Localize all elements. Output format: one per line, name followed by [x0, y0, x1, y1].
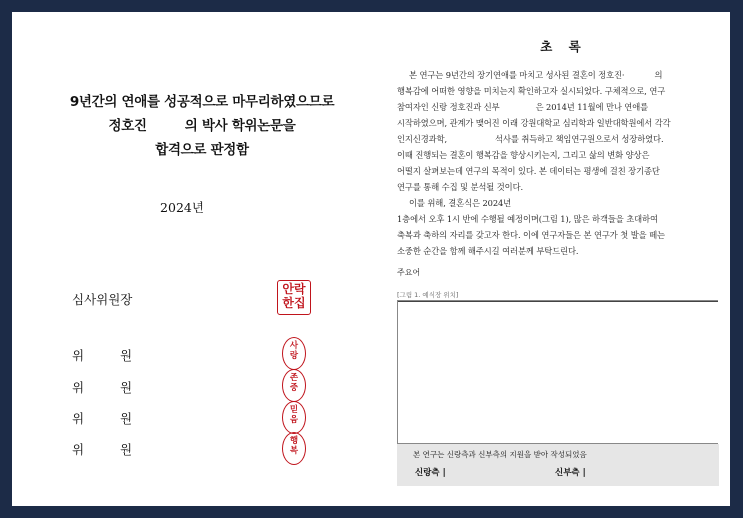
groom-side-label: 신랑측 |: [415, 468, 446, 478]
abstract-line: 행복감에 어떠한 영향을 미치는지 확인하고자 실시되었다. 구체적으로, 연구: [397, 86, 666, 96]
member-1-seal-line-1: 사: [289, 341, 299, 351]
keywords-label: 주요어: [397, 268, 421, 277]
abstract-line: 어떨지 살펴보는데 연구의 목적이 있다. 본 데이터는 평생에 걸친 장기종단: [397, 166, 660, 176]
abstract-text: 의: [654, 70, 663, 80]
venue-map-figure[interactable]: [397, 300, 718, 444]
abstract-line: 이때 진행되는 결혼이 행복감을 향상시키는지, 그리고 삶의 변화 양상은: [397, 150, 650, 160]
abstract-line: 축복과 축하의 자리를 갖고자 한다. 이에 연구자들은 본 연구가 첫 발을 떼는: [397, 230, 665, 240]
member-3-seal-line-2: 음: [289, 415, 299, 425]
invitation-page: [12, 12, 730, 506]
committee-member-2-label: [72, 378, 132, 396]
abstract-line: 이를 위해, 결혼식은 2024년: [409, 198, 512, 208]
abstract-line: 소중한 순간을 함께 해주시길 여러분께 부탁드린다.: [397, 246, 579, 256]
member-label-b: 원: [120, 442, 133, 457]
member-3-seal-line-1: 믿: [289, 405, 299, 415]
abstract-line: [397, 99, 719, 115]
abstract-text: 본 연구는 9년간의 장기연애를 마치고 성사된 결혼이 정호진·: [409, 70, 625, 80]
member-4-seal-line-1: 행: [289, 436, 299, 446]
abstract-text: 석사를 취득하고 책임연구원으로서 성장하였다.: [495, 134, 664, 144]
figure-top-rule: [398, 301, 718, 302]
member-1-seal: [282, 337, 306, 370]
abstract-text: 은 2014년 11월에 만나 연애를: [535, 102, 649, 112]
member-4-seal: [282, 432, 306, 465]
approval-line-2: [12, 114, 392, 134]
member-3-seal: [282, 401, 306, 434]
approval-line-1: 9년간의 연애를 성공적으로 마무리하였으므로: [69, 94, 335, 110]
member-label-b: 원: [120, 411, 133, 426]
member-label-a: 위: [72, 380, 85, 395]
approval-line-3: 합격으로 판정함: [155, 142, 249, 158]
abstract-title: 초 록: [540, 39, 587, 54]
member-4-seal-line-2: 복: [289, 446, 299, 456]
chair-seal-line-2: 한집: [282, 296, 306, 310]
member-label-a: 위: [72, 411, 85, 426]
chair-seal-line-1: 안락: [282, 282, 306, 296]
support-box: [397, 444, 719, 486]
figure-caption: [그림 1. 예식장 위치]: [397, 291, 459, 299]
committee-chair-label: 심사위원장: [72, 292, 133, 307]
committee-member-3-label: [72, 409, 132, 427]
approval-line-2-rest: 의 박사 학위논문을: [184, 118, 296, 134]
abstract-line: [397, 131, 719, 147]
bride-side-label: 신부측 |: [555, 468, 586, 478]
member-label-a: 위: [72, 442, 85, 457]
chair-seal: [277, 280, 311, 315]
member-label-b: 원: [120, 380, 133, 395]
member-2-seal-line-2: 중: [289, 383, 299, 393]
abstract-line: 1층에서 오후 1시 반에 수행될 예정이며(그림 1), 많은 하객들을 초대하여: [397, 214, 658, 224]
member-2-seal: [282, 369, 306, 402]
member-label-b: 원: [120, 348, 133, 363]
abstract-text: 참여자인 신랑 정호진과 신부: [397, 102, 500, 112]
abstract-line: 연구를 통해 수집 및 분석될 것이다.: [397, 182, 524, 192]
committee-member-4-label: [72, 440, 132, 458]
member-2-seal-line-1: 존: [289, 373, 299, 383]
approval-year: 2024년: [160, 200, 204, 215]
member-1-seal-line-2: 랑: [289, 351, 299, 361]
support-note: 본 연구는 신랑측과 신부측의 지원을 받아 작성되었음: [413, 450, 587, 459]
abstract-body: [397, 67, 719, 259]
abstract-line: 시작하였으며, 관계가 맺어진 이래 강원대학교 심리학과 일반대학원에서 각각: [397, 118, 671, 128]
abstract-text: 인지신경과학,: [397, 134, 448, 144]
candidate-name: 정호진: [108, 118, 147, 134]
abstract-page: [397, 12, 730, 506]
approval-page: [12, 12, 372, 506]
member-label-a: 위: [72, 348, 85, 363]
abstract-line: [397, 67, 719, 83]
committee-member-1-label: [72, 346, 132, 364]
